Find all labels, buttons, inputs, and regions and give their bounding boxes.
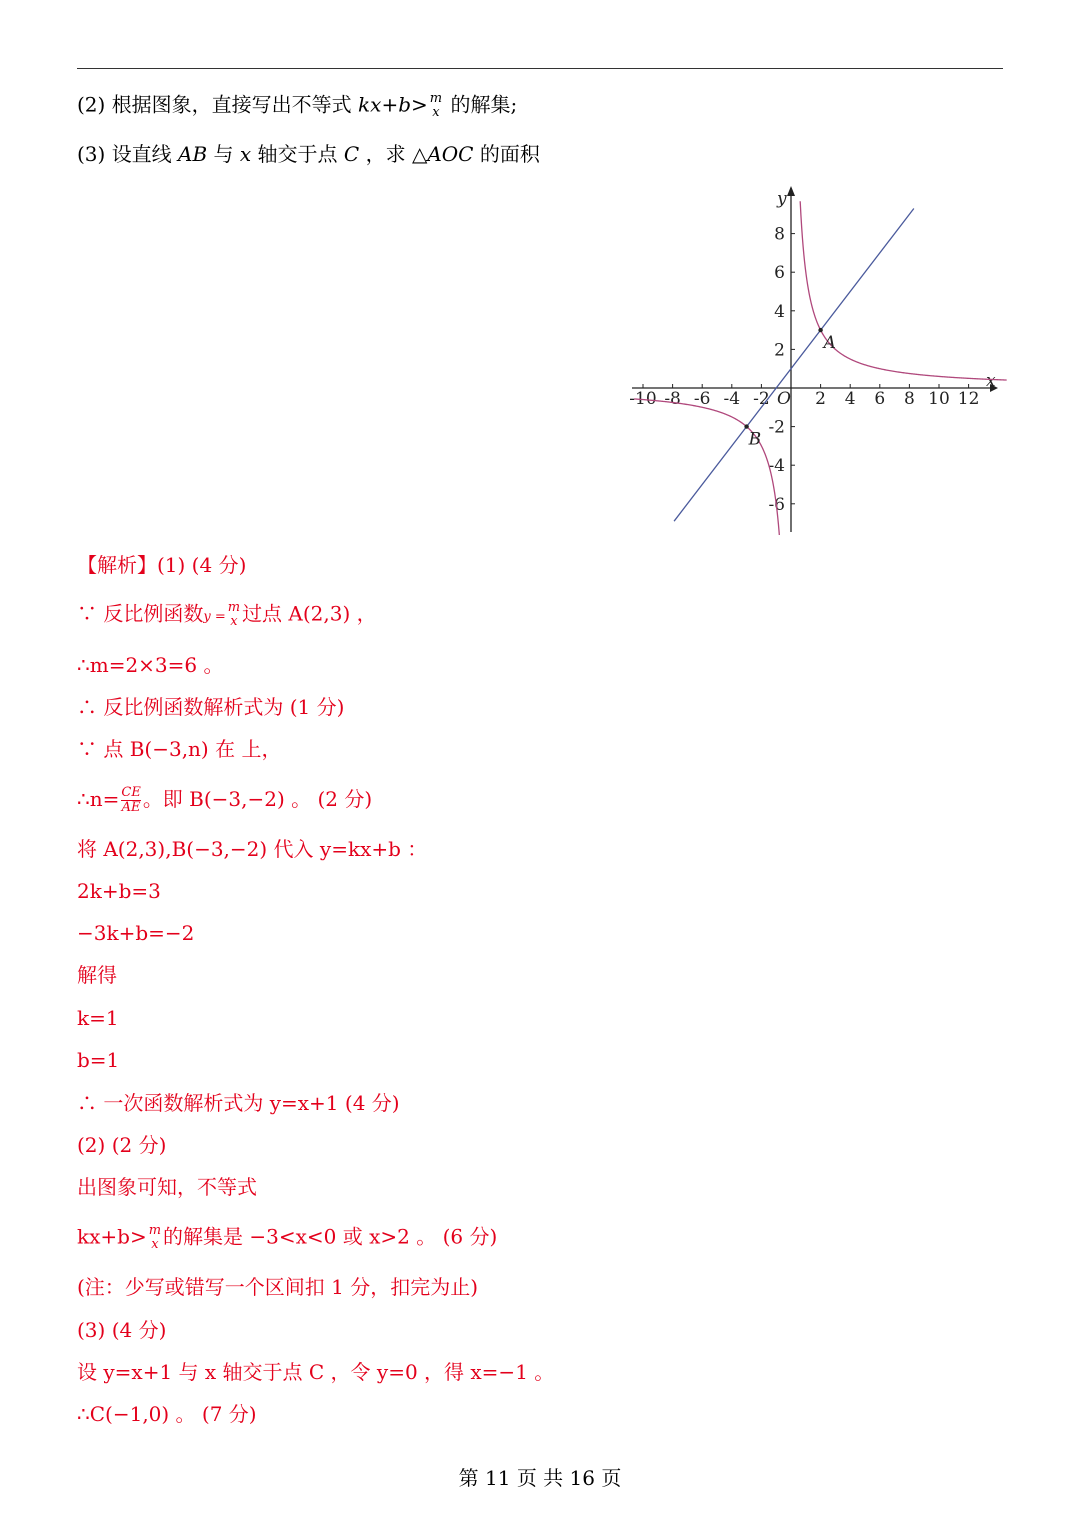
- y-axis-label: y: [777, 189, 787, 209]
- q3-mid3: ，求: [365, 142, 406, 166]
- x-tick-label: 8: [903, 389, 915, 409]
- hyperbola-branch-positive: [800, 201, 1006, 380]
- q3-c: C: [343, 142, 360, 166]
- l1-eq: y =: [203, 609, 226, 625]
- linear-function-line: [674, 209, 914, 522]
- y-tick-label: 8: [774, 224, 785, 245]
- solution-line-14: 出图象可知，不等式: [77, 1175, 257, 1199]
- l15-prefix: kx+b>: [77, 1224, 147, 1249]
- solution-line-5: [77, 786, 372, 815]
- solution-line-16: (注：少写或错写一个区间扣 1 分，扣完为止): [77, 1275, 479, 1299]
- x-tick-label: 4: [844, 389, 856, 409]
- l1-frac-den: x: [230, 614, 238, 629]
- q3-triangle: △AOC: [411, 142, 474, 166]
- solution-line-6: 将 A(2,3),B(−3,−2) 代入 y=kx+b ：: [77, 837, 428, 861]
- header-rule: [77, 68, 1003, 69]
- solution-line-1: [77, 601, 377, 630]
- y-tick-label: 4: [774, 301, 785, 322]
- solution-line-8: −3k+b=−2: [77, 921, 195, 945]
- y-axis-arrow: [787, 186, 795, 196]
- solution-line-10: k=1: [77, 1006, 119, 1030]
- solution-header: 【解析】(1) (4 分): [77, 553, 247, 577]
- solution-line-12: ∴ 一次函数解析式为 y=x+1 (4 分): [77, 1091, 400, 1115]
- y-tick-label: -6: [768, 494, 785, 515]
- x-tick-label: -4: [723, 389, 741, 409]
- x-tick-label: 6: [874, 389, 886, 409]
- solution-line-3: ∴ 反比例函数解析式为 (1 分): [77, 695, 345, 719]
- origin-label: O: [777, 389, 791, 409]
- q3-mid1: 与: [213, 142, 234, 166]
- x-tick-label: -8: [664, 389, 681, 409]
- y-tick-label: -2: [768, 417, 785, 438]
- q2-frac-den: x: [432, 105, 440, 120]
- l15-frac-num: m: [148, 1223, 162, 1238]
- solution-line-4: ∵ 点 B(−3,n) 在 上，: [77, 737, 282, 761]
- l5-frac-den: AE: [121, 800, 141, 815]
- l1-prefix: ∵ 反比例函数: [77, 601, 204, 626]
- l5-suffix: 。即 B(−3,−2) 。 (2 分): [142, 787, 373, 811]
- l5-fraction: [121, 786, 140, 815]
- q2-fraction: [430, 92, 442, 120]
- l15-suffix: 的解集是 −3<x<0 或 x>2 。 (6 分): [163, 1224, 498, 1249]
- x-tick-label: -6: [693, 389, 711, 409]
- function-graph: [628, 180, 1008, 535]
- x-tick-label: -2: [753, 389, 770, 409]
- l5-frac-num: CE: [121, 785, 141, 800]
- x-tick-label: 2: [815, 389, 827, 409]
- q3-mid2: 轴交于点: [257, 142, 338, 166]
- point-a-label: A: [823, 333, 836, 354]
- l1-frac-num: m: [227, 600, 241, 615]
- q2-prefix: (2) 根据图象，直接写出不等式: [77, 92, 352, 117]
- solution-line-19: ∴C(−1,0) 。 (7 分): [77, 1402, 257, 1426]
- q3-prefix: (3) 设直线: [77, 142, 172, 166]
- l15-frac-den: x: [151, 1237, 159, 1252]
- x-axis-label: x: [986, 371, 996, 391]
- question-2: [77, 92, 517, 120]
- solution-line-13: (2) (2 分): [77, 1133, 167, 1157]
- x-tick-label: 12: [957, 389, 980, 409]
- solution-line-9: 解得: [77, 963, 117, 987]
- y-tick-label: -4: [768, 456, 785, 477]
- l1-suffix: 过点 A(2,3) ，: [242, 601, 377, 626]
- solution-line-11: b=1: [77, 1048, 120, 1072]
- solution-line-2: ∴m=2×3=6 。: [77, 653, 224, 677]
- l1-fraction: [228, 601, 240, 629]
- q2-expression: kx+b>: [358, 92, 428, 117]
- q3-x: x: [239, 142, 252, 166]
- l5-prefix: ∴n=: [77, 787, 120, 811]
- q3-ab: AB: [178, 142, 208, 166]
- point-b-label: B: [748, 429, 762, 450]
- point-a: [818, 328, 822, 332]
- q2-frac-num: m: [429, 91, 443, 106]
- y-tick-label: 2: [774, 340, 785, 361]
- page-footer: 第 11 页 共 16 页: [458, 1466, 622, 1490]
- y-tick-label: 6: [774, 263, 785, 284]
- point-b: [744, 424, 748, 428]
- solution-line-15: [77, 1224, 497, 1252]
- q3-suffix: 的面积: [479, 142, 540, 166]
- solution-line-17: (3) (4 分): [77, 1318, 167, 1342]
- question-3: [77, 142, 540, 166]
- solution-line-18: 设 y=x+1 与 x 轴交于点 C ，令 y=0 ，得 x=−1 。: [77, 1360, 555, 1384]
- q2-suffix: 的解集;: [450, 92, 518, 117]
- x-tick-label: 10: [928, 389, 950, 409]
- x-tick-label: -10: [629, 389, 657, 409]
- hyperbola-branch-negative: [634, 399, 780, 535]
- l15-fraction: [149, 1224, 161, 1252]
- solution-line-7: 2k+b=3: [77, 879, 161, 903]
